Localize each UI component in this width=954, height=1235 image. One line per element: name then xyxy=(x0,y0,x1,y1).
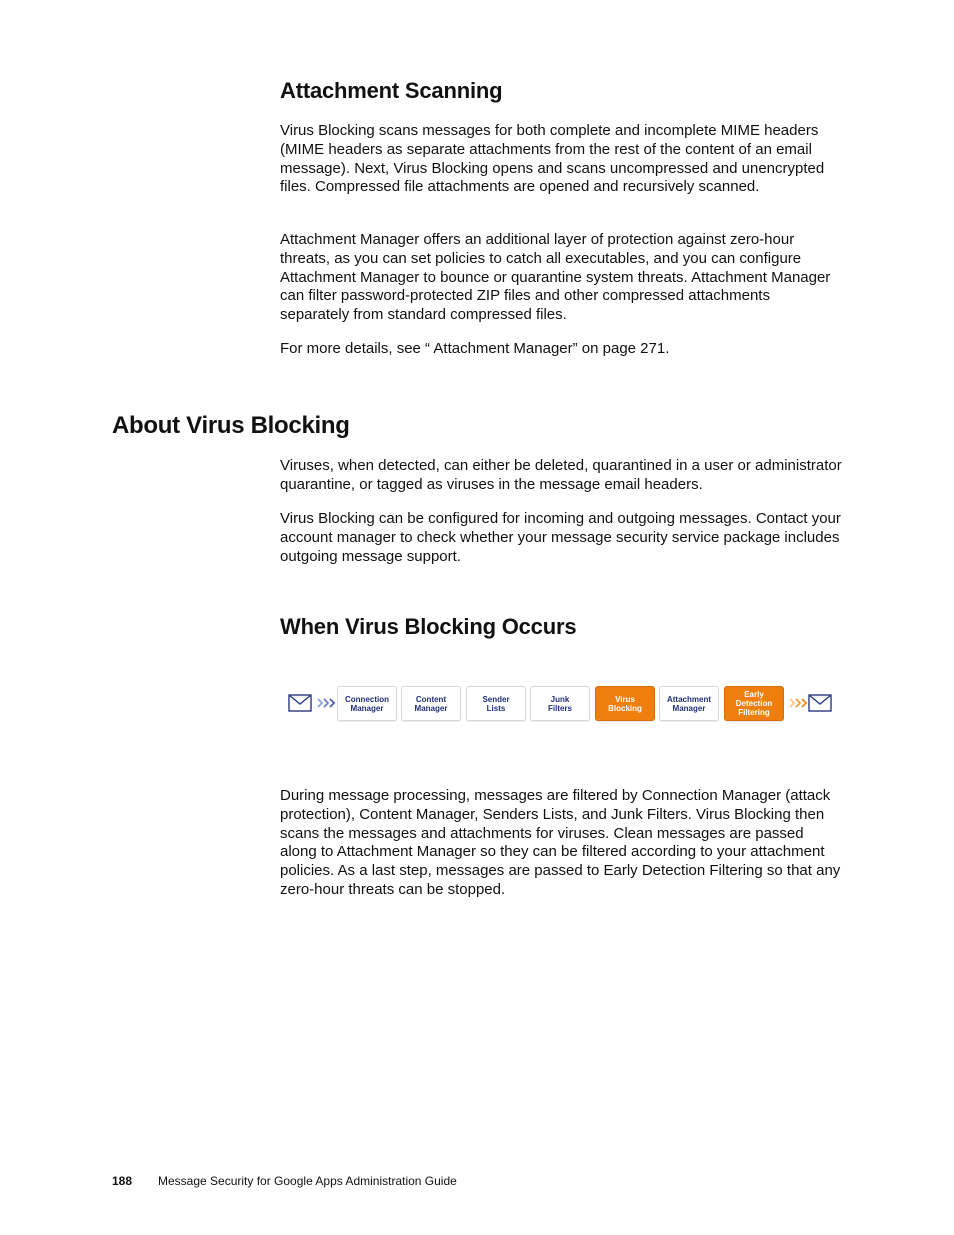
section-heading-attachment-scanning: Attachment Scanning xyxy=(280,78,503,103)
stage-junk-filters: Junk Filters xyxy=(530,686,590,721)
stage-early-detection-filtering: Early Detection Filtering xyxy=(724,686,784,721)
envelope-out-icon xyxy=(808,694,832,712)
footer-doc-title: Message Security for Google Apps Administration Guide xyxy=(158,1174,457,1188)
paragraph: During message processing, messages are filtered by Connection Manager (attack protection), Content Manager, Senders Lists, and Junk Filters. Virus Blocking then scans the messages and attachments for viruses. Clean messages are passed along to Attachment Manager so they can be filtered according to your attachment policies. As a last step, messages are passed to Early Detection Filtering so that any zero-hour threats can be stopped. xyxy=(280,787,841,898)
section-heading-about-virus-blocking: About Virus Blocking xyxy=(112,412,350,439)
paragraph: Virus Blocking can be configured for incoming and outgoing messages. Contact your account manager to check whether your message security service package includes outgoing message support. xyxy=(280,510,841,565)
stage-virus-blocking: Virus Blocking xyxy=(595,686,655,721)
stage-connection-manager: Connection Manager xyxy=(337,686,397,721)
paragraph-cross-reference: For more details, see “ Attachment Manager” on page 271. xyxy=(280,340,670,357)
envelope-in-icon xyxy=(288,694,312,712)
paragraph: Attachment Manager offers an additional layer of protection against zero-hour threats, as you can set policies to catch all executables, and you can configure Attachment Manager to bounce or quarantine system threats. Attachment Manager can filter password-protected ZIP files and other compressed attachments separately from standard compressed files. xyxy=(280,231,831,324)
message-flow-diagram xyxy=(286,686,836,722)
flow-arrow-icon xyxy=(316,696,336,710)
paragraph: Virus Blocking scans messages for both complete and incomplete MIME headers (MIME headers as separate attachments from the rest of the content of an email message). Next, Virus Blocking opens and scans uncompressed and unencrypted files. Compressed file attachments are opened and recursively scanned. xyxy=(280,122,825,196)
paragraph: Viruses, when detected, can either be deleted, quarantined in a user or administrator quarantine, or tagged as viruses in the message email headers. xyxy=(280,457,842,493)
section-heading-when-virus-blocking-occurs: When Virus Blocking Occurs xyxy=(280,614,577,639)
flow-arrow-icon xyxy=(788,696,808,710)
stage-attachment-manager: Attachment Manager xyxy=(659,686,719,721)
stage-sender-lists: Sender Lists xyxy=(466,686,526,721)
page-number: 188 xyxy=(112,1174,133,1188)
stage-content-manager: Content Manager xyxy=(401,686,461,721)
